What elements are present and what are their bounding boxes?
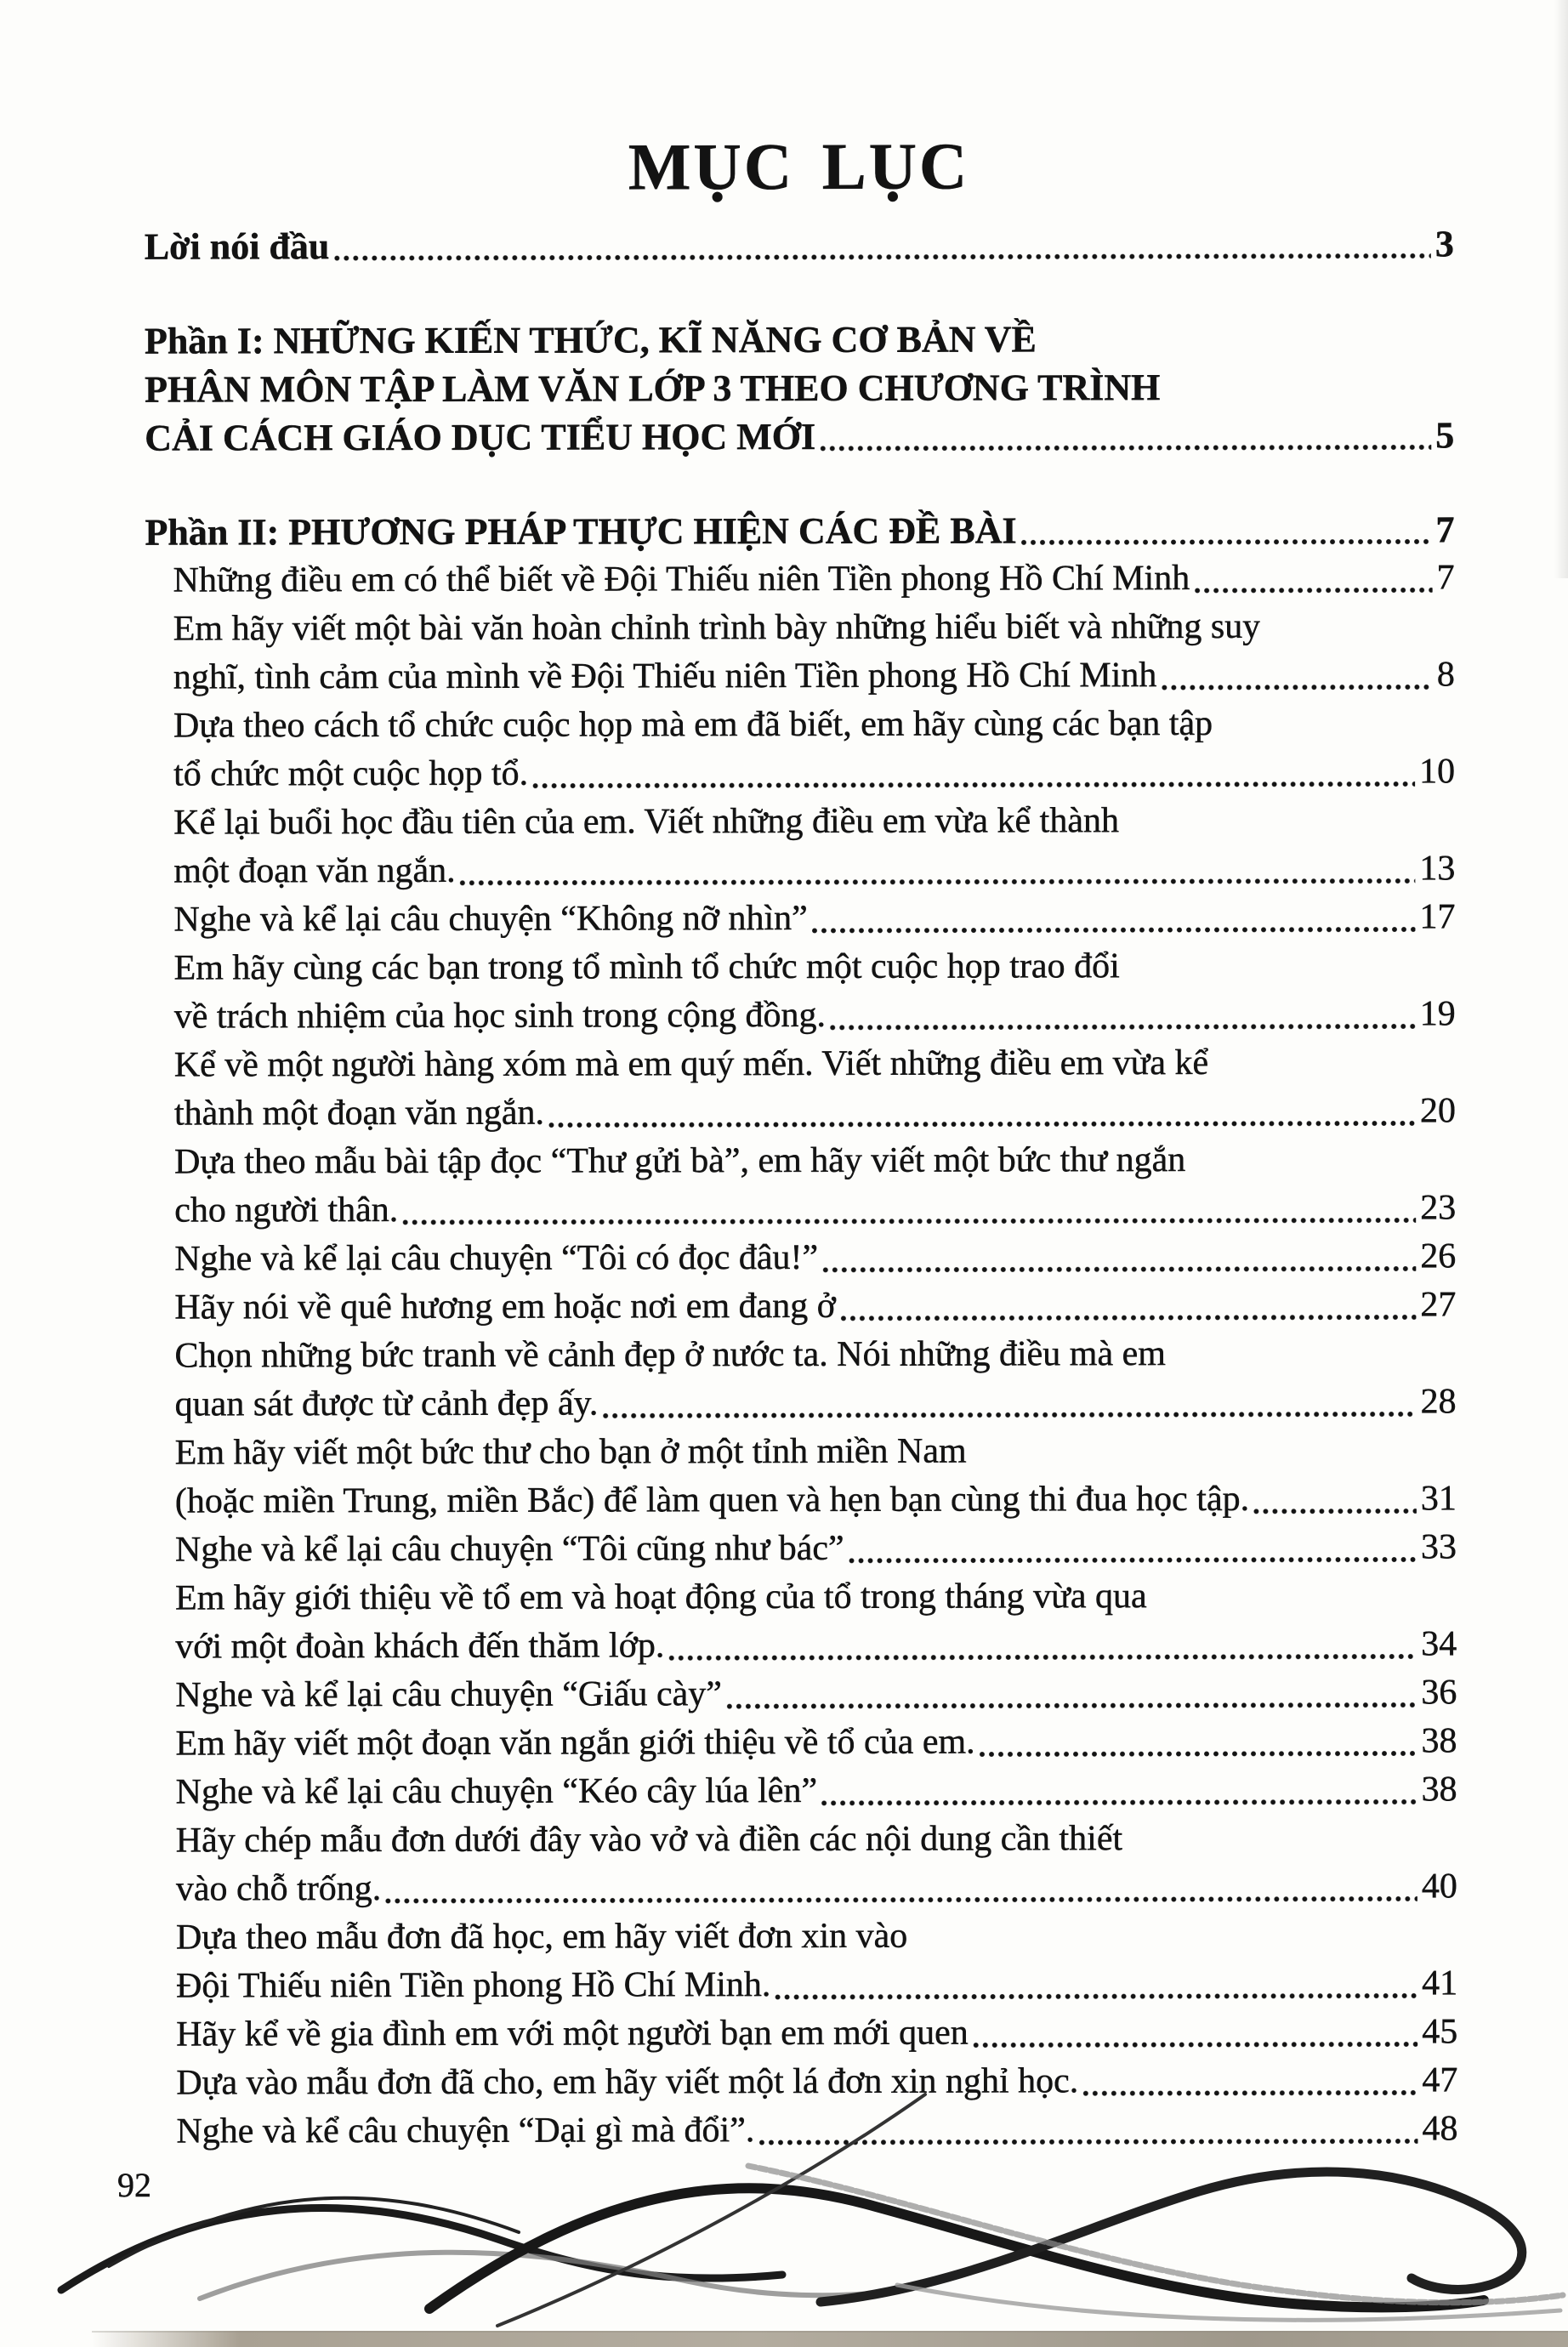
- toc-entry-line: [145, 314, 1454, 365]
- toc-entry-line: [175, 1571, 1457, 1622]
- dot-leader: [821, 1264, 1416, 1273]
- toc-entry: [148, 2008, 1457, 2059]
- toc-entry: [146, 1329, 1456, 1429]
- scan-edge-bottom: [92, 2331, 1568, 2347]
- dot-leader: [384, 1895, 1417, 1905]
- swoosh-stroke: [497, 2094, 925, 2326]
- toc-entry-text: Em hãy giới thiệu về tổ em và hoạt động của tổ trong tháng vừa qua: [175, 1577, 1147, 1618]
- toc-entry-line: [145, 411, 1454, 462]
- toc-entry-line: [174, 990, 1456, 1041]
- toc-entry-text: Kể về một người hàng xóm mà em quý mến. Viết những điều em vừa kể: [173, 1043, 1209, 1085]
- toc-entry: [146, 1232, 1456, 1283]
- scan-edge-right: [1554, 0, 1568, 578]
- swoosh-stroke: [200, 2253, 901, 2299]
- table-of-contents: [145, 219, 1458, 2156]
- dot-leader: [725, 1701, 1417, 1710]
- dot-leader: [819, 443, 1431, 452]
- dot-leader: [839, 1313, 1416, 1321]
- toc-entry-line: [176, 1814, 1457, 1865]
- toc-page-number: 45: [1422, 2012, 1458, 2052]
- toc-page-number: 7: [1436, 558, 1455, 598]
- toc-page-number: 17: [1419, 897, 1456, 937]
- toc-entry-text: Hãy chép mẫu đơn dưới đây vào vở và điền các nội dung cần thiết: [175, 1819, 1123, 1861]
- toc-entry-line: [175, 1620, 1457, 1671]
- toc-entry-line: [175, 1717, 1457, 1768]
- folio-page-number: 92: [117, 2166, 151, 2204]
- toc-entry-line: [174, 941, 1456, 992]
- toc-entry: [145, 893, 1455, 944]
- dot-leader: [811, 925, 1416, 934]
- toc-entry-line: [173, 893, 1455, 944]
- toc-entry-text: Đội Thiếu niên Tiền phong Hồ Chí Minh.: [176, 1965, 771, 2006]
- toc-entry-line: [173, 554, 1455, 605]
- toc-entry-text: CẢI CÁCH GIÁO DỤC TIỂU HỌC MỚI: [145, 415, 816, 459]
- dot-leader: [1253, 1507, 1417, 1514]
- toc-entry-text: tổ chức một cuộc họp tổ.: [173, 753, 529, 794]
- toc-entry-text: Dựa theo cách tổ chức cuộc họp mà em đã biết, em hãy cùng các bạn tập: [173, 703, 1213, 746]
- dot-leader: [459, 877, 1416, 886]
- toc-page-number: 33: [1420, 1527, 1457, 1567]
- dot-leader: [548, 1119, 1416, 1128]
- toc-entry-line: [175, 1426, 1457, 1477]
- toc-entry-line: [174, 1329, 1456, 1380]
- toc-entry: [148, 1911, 1457, 2010]
- toc-entry-text: quan sát được từ cảnh đẹp ấy.: [174, 1384, 599, 1424]
- toc-page-number: 48: [1422, 2109, 1458, 2149]
- toc-entry-text: Nghe và kể câu chuyện “Dại gì mà đổi”.: [176, 2111, 755, 2151]
- dot-leader: [774, 1992, 1417, 2001]
- toc-entry-line: [175, 1475, 1457, 1526]
- dot-leader: [821, 1798, 1417, 1806]
- page-title: MỤC LỤC: [628, 128, 970, 204]
- toc-entry-text: (hoặc miền Trung, miền Bắc) để làm quen và hẹn bạn cùng thi đua học tập.: [174, 1479, 1250, 1521]
- toc-entry-text: Nghe và kể lại câu chuyện “Tôi cũng như bác”: [174, 1528, 844, 1570]
- toc-page-number: 3: [1434, 223, 1454, 265]
- toc-page-number: 26: [1420, 1236, 1457, 1276]
- dot-leader: [1020, 537, 1432, 546]
- toc-page-number: 31: [1420, 1479, 1457, 1519]
- dot-leader: [848, 1555, 1417, 1564]
- toc-entry: [145, 554, 1455, 605]
- toc-entry-text: Chọn những bức tranh về cảnh đẹp ở nước ta. Nói những điều mà em: [174, 1334, 1166, 1376]
- dot-leader: [972, 2040, 1417, 2049]
- toc-entry: [147, 1668, 1457, 1719]
- toc-entry-line: [176, 1862, 1457, 1913]
- toc-entry: [146, 941, 1456, 1041]
- toc-entry: [146, 1038, 1456, 1138]
- page-content: [0, 126, 1568, 2157]
- toc-entry-line: [173, 747, 1455, 798]
- toc-entry: [146, 1281, 1456, 1332]
- toc-entry-text: thành một đoạn văn ngắn.: [173, 1093, 545, 1134]
- toc-entry-line: [175, 1668, 1457, 1719]
- toc-entry: [145, 505, 1454, 556]
- toc-entry-text: Những điều em có thể biết về Đội Thiếu niên Tiền phong Hồ Chí Minh: [173, 558, 1190, 600]
- dot-leader: [531, 780, 1415, 789]
- toc-page-number: 13: [1419, 849, 1456, 889]
- toc-entry: [148, 1765, 1457, 1816]
- toc-entry-text: một đoạn văn ngắn.: [173, 850, 456, 891]
- toc-entry-text: vào chỗ trống.: [175, 1868, 382, 1909]
- toc-entry-line: [173, 844, 1455, 895]
- toc-entry-line: [174, 1232, 1456, 1283]
- toc-entry: [147, 1523, 1457, 1574]
- toc-entry-text: Lời nói đầu: [144, 225, 330, 268]
- toc-entry-line: [174, 1184, 1456, 1235]
- dot-leader: [332, 252, 1430, 262]
- toc-entry-text: Phần II: PHƯƠNG PHÁP THỰC HIỆN CÁC ĐỀ BÀI: [145, 509, 1017, 554]
- toc-page-number: 10: [1419, 752, 1456, 792]
- toc-entry-text: Nghe và kể lại câu chuyện “Kéo cây lúa lên”: [175, 1770, 818, 1812]
- dot-leader: [401, 1216, 1416, 1225]
- toc-entry-line: [176, 1765, 1457, 1816]
- toc-entry-text: Dựa vào mẫu đơn đã cho, em hãy viết một lá đơn xin nghỉ học.: [176, 2061, 1079, 2103]
- toc-entry-line: [174, 1038, 1456, 1089]
- toc-entry-line: [175, 1523, 1457, 1574]
- toc-page-number: 5: [1435, 414, 1455, 457]
- toc-entry-line: [174, 1087, 1456, 1138]
- toc-entry-text: cho người thân.: [174, 1190, 399, 1230]
- toc-entry: [148, 1814, 1457, 1913]
- toc-entry-text: Dựa theo mẫu đơn đã học, em hãy viết đơn xin vào: [175, 1916, 908, 1958]
- toc-page-number: 38: [1421, 1770, 1457, 1810]
- dot-leader: [979, 1749, 1417, 1758]
- toc-entry-text: Kể lại buổi học đầu tiên của em. Viết những điều em vừa kể thành: [173, 801, 1120, 843]
- swoosh-stroke: [429, 2188, 1484, 2309]
- toc-entry-text: Nghe và kể lại câu chuyện “Giấu cày”: [175, 1674, 722, 1715]
- toc-entry-text: Em hãy viết một bài văn hoàn chỉnh trình bày những hiểu biết và những suy: [173, 606, 1261, 649]
- toc-entry: [146, 1135, 1456, 1235]
- toc-entry: [145, 699, 1455, 798]
- dot-leader: [829, 1022, 1416, 1031]
- toc-entry-line: [173, 651, 1455, 702]
- toc-page-number: 20: [1419, 1091, 1456, 1131]
- toc-entry-text: Nghe và kể lại câu chuyện “Không nỡ nhìn”: [173, 898, 808, 940]
- toc-entry-text: Hãy nói về quê hương em hoặc nơi em đang ở: [174, 1286, 837, 1327]
- toc-entry-text: với một đoàn khách đến thăm lớp.: [175, 1626, 665, 1667]
- toc-entry-line: [175, 1378, 1457, 1429]
- toc-entry-text: Nghe và kể lại câu chuyện “Tôi có đọc đâu!”: [174, 1237, 819, 1279]
- toc-entry-text: nghĩ, tình cảm của mình về Đội Thiếu niên Tiền phong Hồ Chí Minh: [173, 656, 1157, 697]
- dot-leader: [668, 1652, 1417, 1662]
- toc-page-number: 19: [1419, 994, 1456, 1034]
- toc-entry-line: [145, 362, 1454, 413]
- toc-entry-line: [173, 796, 1455, 847]
- toc-entry-line: [145, 505, 1454, 556]
- toc-page-number: 27: [1420, 1285, 1457, 1325]
- toc-page-number: 41: [1422, 1963, 1458, 2003]
- toc-entry-line: [174, 1135, 1456, 1186]
- toc-entry-text: Em hãy viết một đoạn văn ngắn giới thiệu về tổ của em.: [175, 1722, 975, 1764]
- toc-page-number: 28: [1420, 1382, 1457, 1422]
- toc-page-number: 34: [1421, 1624, 1457, 1664]
- toc-entry-text: Dựa theo mẫu bài tập đọc “Thư gửi bà”, em hãy viết một bức thư ngắn: [174, 1140, 1186, 1182]
- toc-page-number: 8: [1436, 655, 1455, 695]
- toc-entry-text: Phần I: NHỮNG KIẾN THỨC, KĨ NĂNG CƠ BẢN VỀ: [144, 318, 1037, 362]
- toc-entry-line: [176, 1959, 1457, 2010]
- dot-leader: [1193, 586, 1432, 594]
- toc-entry-line: [176, 1911, 1457, 1962]
- calligraphic-swoosh-decoration: [0, 2088, 1568, 2347]
- toc-entry-text: PHÂN MÔN TẬP LÀM VĂN LỚP 3 THEO CHƯƠNG TRÌNH: [145, 367, 1161, 411]
- toc-entry-line: [173, 699, 1455, 750]
- toc-entry-line: [145, 219, 1454, 270]
- toc-entry: [147, 1426, 1457, 1526]
- toc-page-number: 47: [1422, 2060, 1458, 2100]
- toc-entry: [145, 602, 1455, 702]
- toc-entry: [145, 219, 1454, 270]
- toc-page-number: 40: [1421, 1867, 1457, 1907]
- toc-page-number: 36: [1421, 1673, 1457, 1713]
- dot-leader: [1160, 683, 1433, 691]
- toc-entry: [145, 796, 1455, 895]
- toc-entry-line: [174, 1281, 1456, 1332]
- toc-entry: [147, 1571, 1457, 1671]
- toc-entry-line: [173, 602, 1455, 653]
- toc-entry-text: về trách nhiệm của học sinh trong cộng đồng.: [173, 995, 827, 1037]
- toc-entry-text: Em hãy cùng các bạn trong tổ mình tổ chức một cuộc họp trao đổi: [173, 946, 1120, 988]
- toc-entry: [145, 314, 1454, 462]
- toc-page-number: 7: [1435, 509, 1455, 551]
- toc-page-number: 38: [1421, 1721, 1457, 1761]
- dot-leader: [601, 1410, 1416, 1419]
- toc-entry-line: [176, 2008, 1457, 2059]
- toc-entry-text: Em hãy viết một bức thư cho bạn ở một tỉnh miền Nam: [174, 1431, 967, 1473]
- toc-entry-text: Hãy kể về gia đình em với một người bạn em mới quen: [176, 2013, 969, 2054]
- toc-page-number: 23: [1420, 1188, 1457, 1228]
- toc-entry: [147, 1717, 1457, 1768]
